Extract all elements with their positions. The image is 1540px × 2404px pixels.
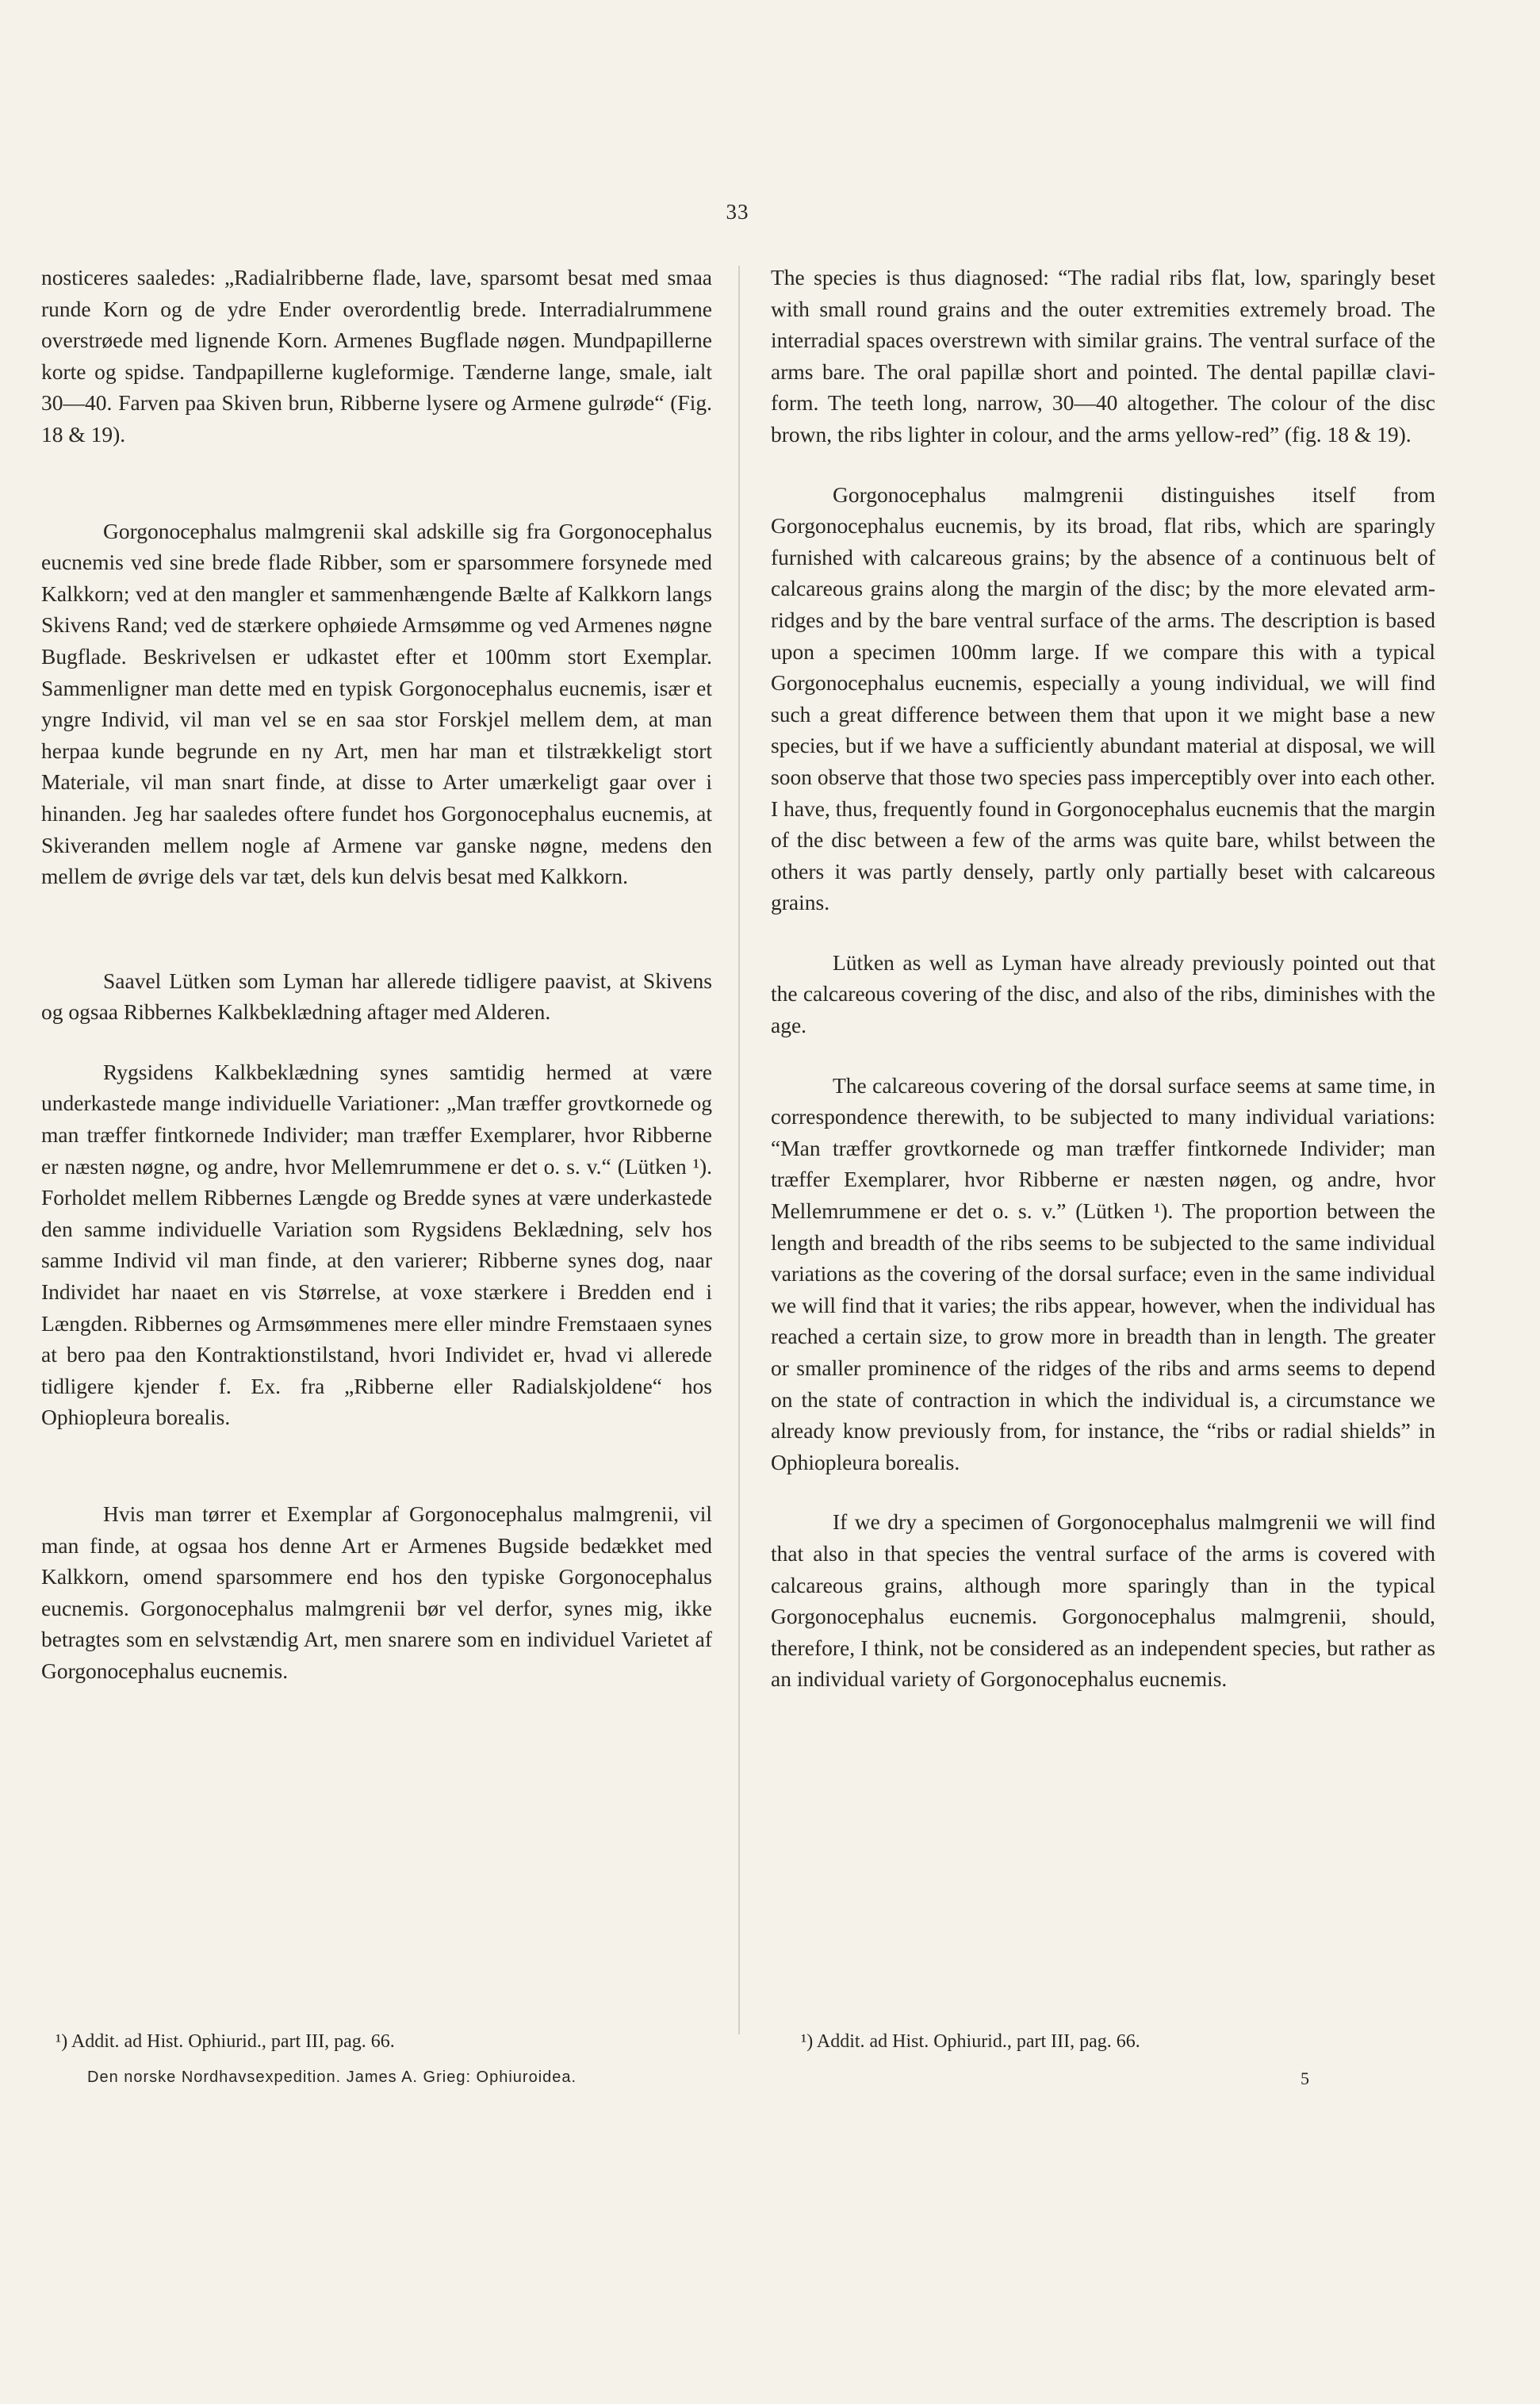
paragraph: The calcareous covering of the dorsal surface seems at same time, in correspondence therewith, to be subjected to many individual variations: “Man træffer grovtkornede og man træffer fintkornede Individer; man træffer Exemplarer, hvor Ribberne er næsten nøgen, og andre, hvor Mellemrummene er det o. s. v.” (Lütken ¹). The proportion between the length and breadth of the ribs seems to be subjected to the same individual variations as the covering of the dorsal surface; even in the same individual we will find that it varies; the ribs appear, however, when the individual has reached a certain size, to grow more in breadth than in length. The greater or smaller prominence of the ridges of the ribs and arms seems to depend on the state of contraction in which the individual is, a circumstance we already know previously from, for instance, the “ribs or radial shields” in Ophiopleura borealis. <box>771 1072 1435 1474</box>
norwegian-column <box>41 262 712 1716</box>
paragraph: Gorgonocephalus malmgrenii skal adskille sig fra Gorgonocephalus eucnemis ved sine brede flade Ribber, som er sparsommere forsynede med Kalkkorn; ved at den mangler et sammenhængende Bælte af Kalkkorn langs Skivens Rand; ved de stærkere ophøiede Armsømme og ved Armenes nøgne Bugflade. Beskrivelsen er udkastet efter et 100mm stort Exemplar. Sammenligner man dette med en typisk Gorgonocephalus eucnemis, især et yngre Individ, vil man vel se en saa stor Forskjel mellem dem, at man herpaa kunde begrunde en ny Art, men har man et tilstrækkeligt stort Materiale, vil man snart finde, at disse to Arter umærkeligt gaar over i hinanden. Jeg har saaledes oftere fundet hos Gorgonocephalus eucnemis, at Skiveranden mellem nogle af Armene var ganske nøgne, medens den mellem de øvrige dels var tæt, dels kun delvis besat med Kalkkorn. <box>41 518 712 889</box>
paragraph: If we dry a specimen of Gorgonocephalus malmgrenii we will find that also in that species the ventral surface of the arms is covered with calcareous grains, although more sparingly than in the typical Gorgonocephalus eucnemis. Gorgonocephalus malmgrenii, should, therefore, I think, not be considered as an independent species, but rather as an individual variety of Gorgonocephalus eucnemis. <box>771 1509 1435 1692</box>
paragraph: Gorgonocephalus malmgrenii distinguishes itself from Gorgonocephalus eucnemis, by its broad, flat ribs, which are sparingly furnished with calcareous grains; by the absence of a continuous belt of calcareous grains along the margin of the disc; by the more elevated arm-ridges and by the bare ventral surface of the arms. The description is based upon a specimen 100mm large. If we compare this with a typical Gorgonocephalus eucnemis, especially a young individual, we will find such a great difference between them that upon it we might base a new species, but if we have a sufficiently abundant material at disposal, we will soon observe that those two species pass imperceptibly over into each other. I have, thus, frequently found in Gorgonocephalus eucnemis that the margin of the disc between a few of the arms was quite bare, whilst between the others it was partly densely, partly only partially beset with calcareous grains. <box>771 481 1435 915</box>
paragraph: Rygsidens Kalkbeklædning synes samtidig hermed at være underkastede mange individuelle Variationer: „Man træffer grovtkornede og man træffer fintkornede Individer; man træffer Exemplarer, hvor Ribberne er næsten nøgne, og andre, hvor Mellemrummene er det o. s. v.“ (Lütken ¹). Forholdet mellem Ribbernes Længde og Bredde synes at være underkastede den samme individuelle Variation som Rygsidens Beklædning, selv hos samme Individ vil man finde, at den varierer; Ribberne synes dog, naar Individet har naaet en vis Størrelse, at voxe stærkere i Bredden end i Længden. Ribbernes og Armsømmenes mere eller mindre Fremstaaen synes at bero paa den Kontraktionstilstand, hvori Individet er, hvad vi allerede tidligere kjender f. Ex. fra „Ribberne eller Radialskjoldene“ hos Ophiopleura borealis. <box>41 1059 712 1430</box>
english-column <box>771 262 1435 1723</box>
sheet-mark: 5 <box>1301 2069 1309 2088</box>
paragraph: Saavel Lütken som Lyman har allerede tidligere paavist, at Skivens og ogsaa Ribbernes Kalkbeklædning aftager med Alderen. <box>41 968 712 1025</box>
footnote: ¹) Addit. ad Hist. Ophiurid., part III, pag. 66. <box>56 2031 395 2052</box>
paragraph: The species is thus diagnosed: “The radial ribs flat, low, sparingly beset with small round grains and the outer extremities extremely broad. The interradial spaces overstrewn with similar grains. The ventral surface of the arms bare. The oral papillæ short and pointed. The dental papillæ clavi-form. The teeth long, narrow, 30—40 altogether. The colour of the disc brown, the ribs lighter in colour, and the arms yellow-red” (fig. 18 & 19). <box>771 265 1435 447</box>
paragraph: nosticeres saaledes: „Radialribberne flade, lave, sparsomt besat med smaa runde Korn og de ydre Ender overordentlig brede. Interradialrummene overstrøede med lignende Korn. Armenes Bugflade nøgen. Mundpapillerne korte og spidse. Tandpapillerne kugleformige. Tænderne lange, smale, ialt 30—40. Farven paa Skiven brun, Ribberne lysere og Armene gulrøde“ (Fig. 18 & 19). <box>41 265 712 447</box>
paragraph: Hvis man tørrer et Exemplar af Gorgonocephalus malmgrenii, vil man finde, at ogsaa hos denne Art er Armenes Bugside bedækket med Kalkkorn, omend sparsommere end hos den typiske Gorgonocephalus eucnemis. Gorgonocephalus malmgrenii bør vel derfor, synes mig, ikke betragtes som en selvstændig Art, men snarere som en individuel Varietet af Gorgonocephalus eucnemis. <box>41 1501 712 1683</box>
paragraph: Lütken as well as Lyman have already previously pointed out that the calcareous covering of the disc, and also of the ribs, diminishes with the age. <box>771 949 1435 1038</box>
page-number: 33 <box>726 200 749 224</box>
column-divider <box>738 266 740 2034</box>
footnote: ¹) Addit. ad Hist. Ophiurid., part III, pag. 66. <box>801 2031 1140 2052</box>
imprint-line: Den norske Nordhavsexpedition. James A. Grieg: Ophiuroidea. <box>87 2069 577 2086</box>
